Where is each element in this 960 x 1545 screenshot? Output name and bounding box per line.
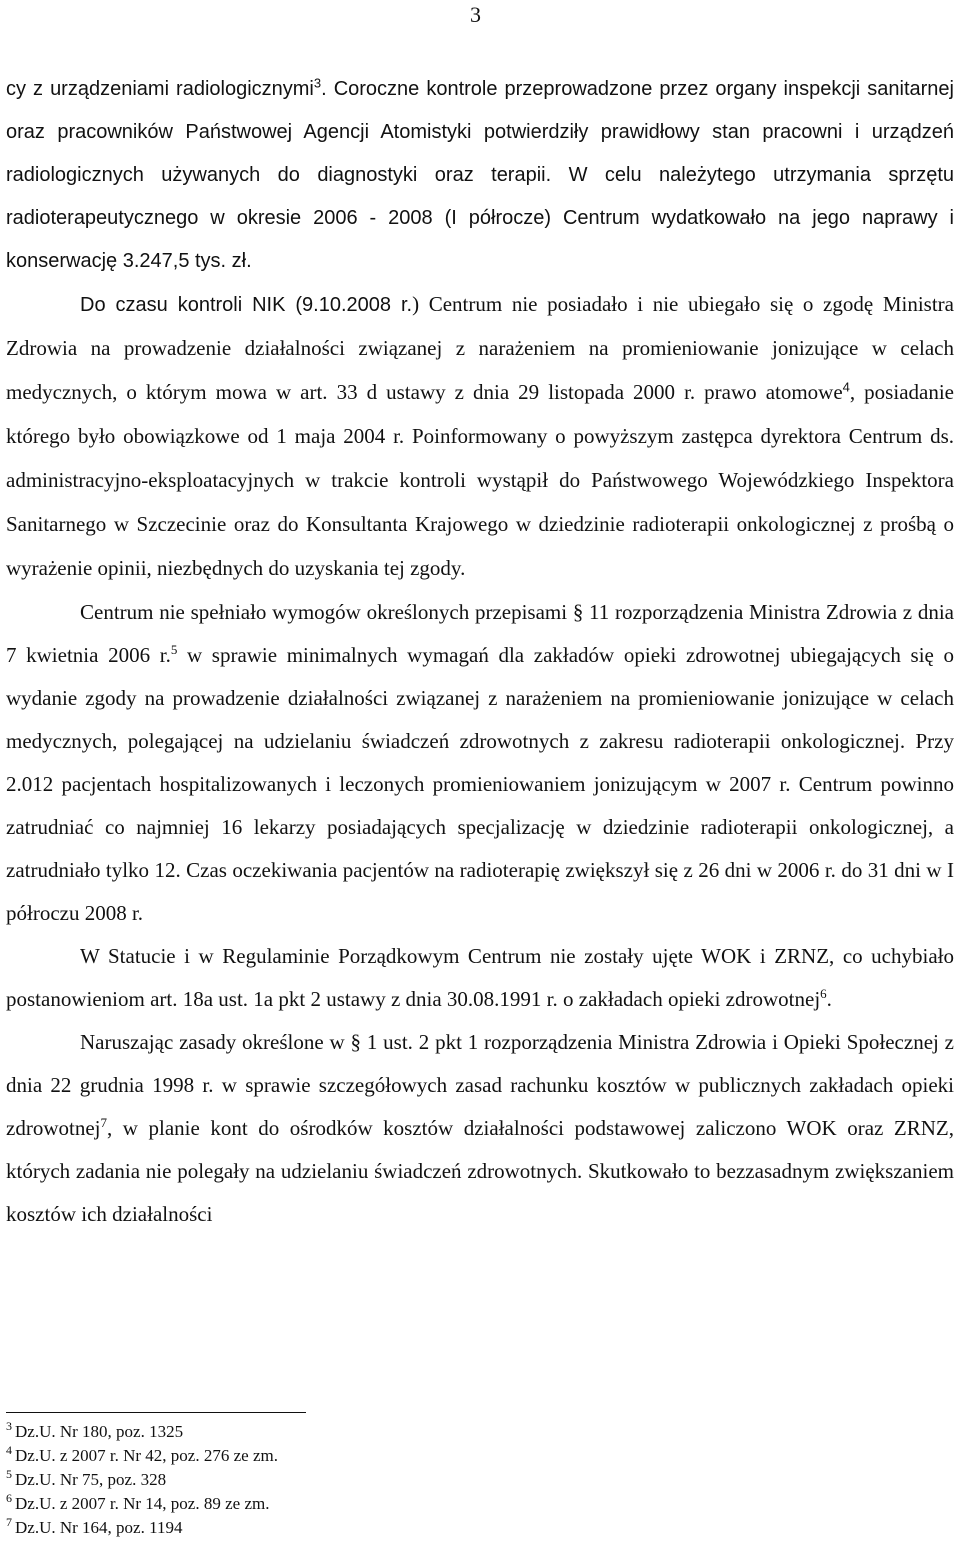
footnote-5 xyxy=(6,1468,906,1492)
paragraph-3 xyxy=(6,591,954,935)
paragraph-2-text-a: Do czasu kontroli NIK (9.10.2008 r. xyxy=(80,294,413,316)
footnote-ref-5[interactable]: 5 xyxy=(170,642,178,657)
paragraph-1 xyxy=(6,68,954,283)
footnote-number: 4 xyxy=(6,1443,12,1458)
footnote-text: Dz.U. Nr 75, poz. 328 xyxy=(15,1470,167,1489)
footnote-number: 6 xyxy=(6,1491,12,1506)
footnote-separator xyxy=(6,1412,306,1413)
footnote-text: Dz.U. z 2007 r. Nr 14, poz. 89 ze zm. xyxy=(15,1494,270,1513)
footnotes xyxy=(6,1420,906,1540)
paragraph-2 xyxy=(6,283,954,591)
document-body xyxy=(6,68,954,1236)
paragraph-4 xyxy=(6,935,954,1021)
footnote-4 xyxy=(6,1444,906,1468)
paragraph-2-text-c: , posiadanie którego było obowiązkowe od 1 maja 2004 r. Poinformowany o powyższym zastępca dyrektora Centrum ds. administracyjno-eksploatacyjnych w trakcie kontroli wystąpił do Państwowego Wojewódzkiego Inspektora Sanitarnego w Szczecinie oraz do Konsultanta Krajowego w dziedzinie radioterapii onkologicznej z prośbą o wyrażenie opinii, niezbędnych do uzyskania tej zgody. xyxy=(6,380,954,580)
paragraph-5-text-a: Naruszając zasady określone w § 1 ust. 2 pkt 1 rozporządzenia Ministra Zdrowia i Opieki Społecznej z dnia 22 grudnia 1998 r. w sprawie szczegółowych zasad rachunku kosztów w publicznych zakładach opieki zdrowotnej xyxy=(6,1030,954,1140)
paragraph-4-text-a: W Statucie i w Regulaminie Porządkowym Centrum nie zostały ujęte WOK i ZRNZ, co uchybiało postanowieniom art. 18a ust. 1a pkt 2 ustawy z dnia 30.08.1991 r. o zakładach opieki zdrowotnej xyxy=(6,944,954,1011)
footnote-7 xyxy=(6,1516,906,1540)
paragraph-3-text-a: Centrum nie spełniało wymogów określonych przepisami § 11 rozporządzenia Ministra Zdrowia z dnia 7 kwietnia 2006 r. xyxy=(6,600,954,667)
paragraph-5-text-b: , w planie kont do ośrodków kosztów działalności podstawowej zaliczono WOK oraz ZRNZ, których zadania nie polegały na udzielaniu świadczeń zdrowotnych. Skutkowało to bezzasadnym zwiększaniem kosztów ich działalności xyxy=(6,1116,954,1226)
footnote-6 xyxy=(6,1492,906,1516)
page-number: 3 xyxy=(470,2,481,27)
footnote-text: Dz.U. Nr 164, poz. 1194 xyxy=(15,1518,183,1537)
footnote-ref-3[interactable]: 3 xyxy=(313,75,322,91)
footnote-number: 3 xyxy=(6,1419,12,1434)
footnote-3 xyxy=(6,1420,906,1444)
paragraph-5 xyxy=(6,1021,954,1236)
footnote-text: Dz.U. Nr 180, poz. 1325 xyxy=(15,1422,184,1441)
footnote-number: 7 xyxy=(6,1515,12,1530)
paragraph-3-text-b: w sprawie minimalnych wymagań dla zakładów opieki zdrowotnej ubiegających się o wydanie zgody na prowadzenie działalności związanej z narażeniem na promieniowanie jonizujące w celach medycznych, polegającej na udzielaniu świadczeń zdrowotnych z zakresu radioterapii onkologicznej. Przy 2.012 pacjentach hospitalizowanych i leczonych promieniowaniem jonizującym w 2007 r. Centrum powinno zatrudniać co najmniej 16 lekarzy posiadających specjalizację w dziedzinie radioterapii onkologicznej, a zatrudniało tylko 12. Czas oczekiwania pacjentów na radioterapię zwiększył się z 26 dni w 2006 r. do 31 dni w I półroczu 2008 r. xyxy=(6,643,954,925)
footnote-text: Dz.U. z 2007 r. Nr 42, poz. 276 ze zm. xyxy=(15,1446,278,1465)
footnote-number: 5 xyxy=(6,1467,12,1482)
paragraph-1-text-b: . Coroczne kontrole przeprowadzone przez organy inspekcji sanitarnej oraz pracowników Państwowej Agencji Atomistyki potwierdziły prawidłowy stan pracowni i urządzeń radiologicznych używanych do diagnostyki oraz terapii. W celu należytego utrzymania sprzętu radioterapeutycznego w okresie 2006 - 2008 (I półrocze) Centrum wydatkowało na jego naprawy i konserwację 3.247,5 tys. zł. xyxy=(6,78,954,272)
paragraph-2-text-b: ) Centrum nie posiadało i nie ubiegało się o zgodę Ministra Zdrowia na prowadzenie działalności związanej z narażeniem na promieniowanie jonizujące w celach medycznych, o którym mowa w art. 33 d ustawy z dnia 29 listopada 2000 r. prawo atomowe xyxy=(6,292,955,404)
footnote-ref-4[interactable]: 4 xyxy=(842,379,850,395)
footnote-ref-7[interactable]: 7 xyxy=(100,1115,107,1130)
footnote-ref-6[interactable]: 6 xyxy=(820,986,827,1001)
paragraph-1-text-a: cy z urządzeniami radiologicznymi xyxy=(6,78,314,100)
paragraph-4-text-b: . xyxy=(826,987,832,1011)
